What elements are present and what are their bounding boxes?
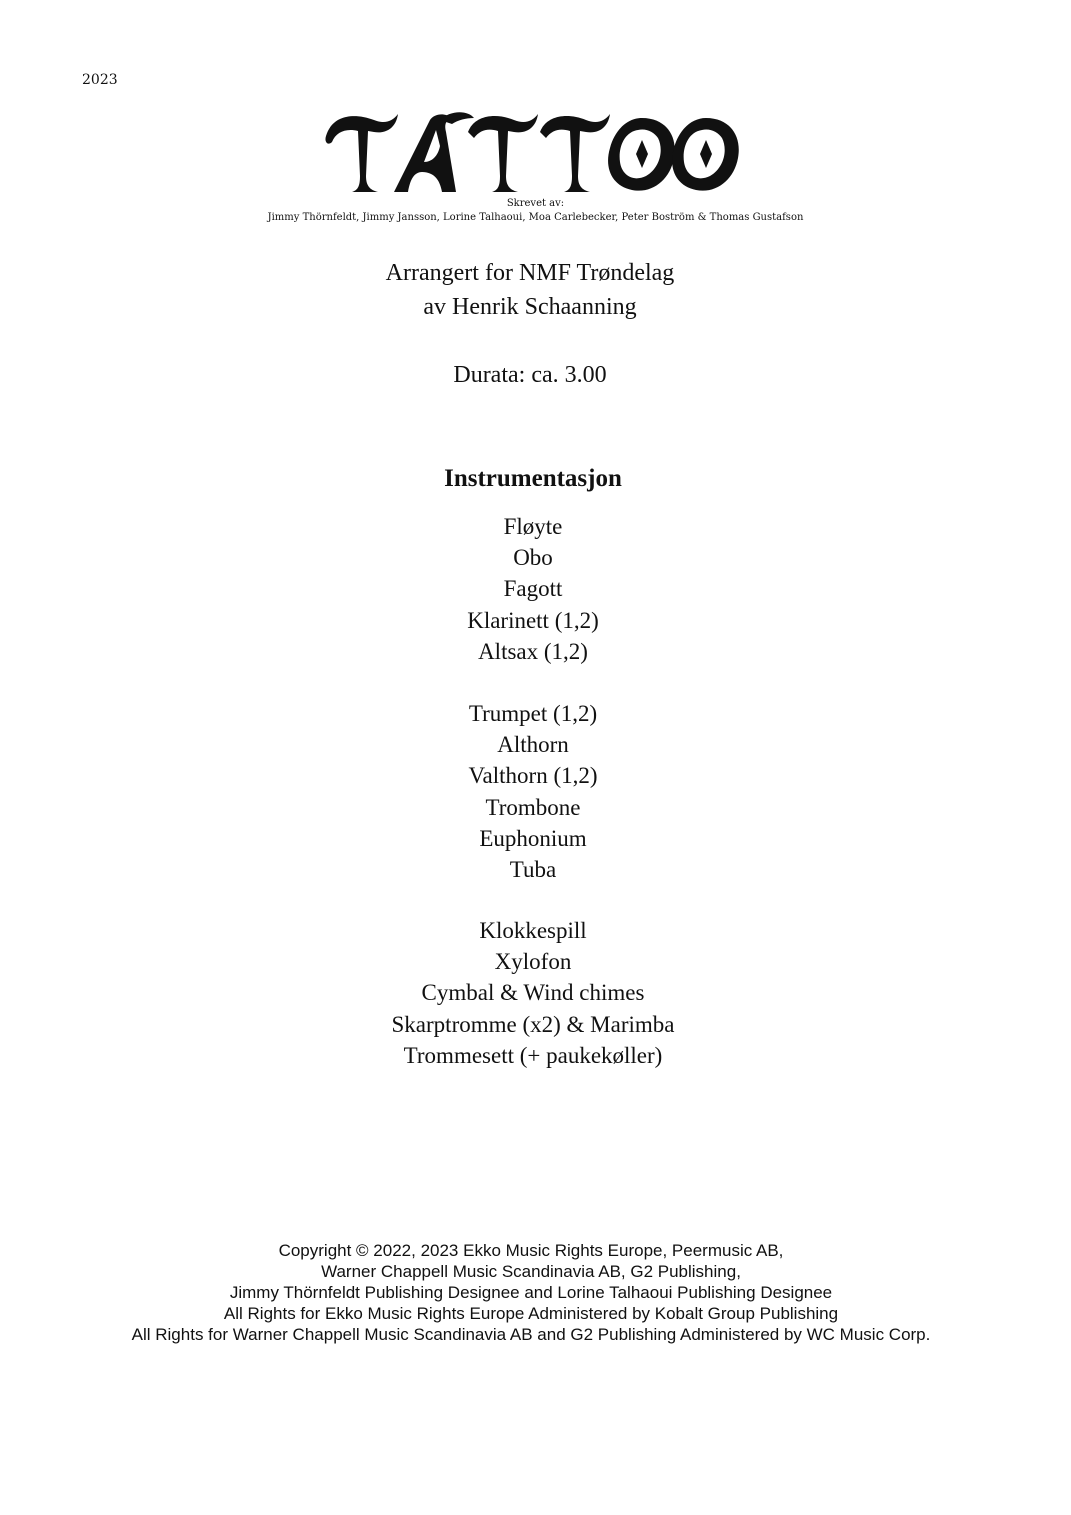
logo-letter-t1 — [325, 114, 398, 192]
instrument-item: Xylofon — [494, 949, 572, 975]
instrument-item: Tuba — [509, 857, 557, 883]
instrumentation-heading: Instrumentasjon — [444, 465, 622, 492]
year-label: 2023 — [82, 72, 118, 88]
written-by-label: Skrevet av: — [506, 198, 565, 209]
logo-letter-a — [394, 112, 474, 192]
percussion-list — [0, 915, 1066, 1071]
instrument-item: Klokkespill — [479, 918, 587, 943]
logo-letter-t2 — [468, 114, 538, 192]
instrument-item: Skarptromme (x2) & Marimba — [391, 1011, 675, 1037]
copyright-line: All Rights for Ekko Music Rights Europe Administered by Kobalt Group Publishing — [223, 1304, 839, 1323]
instrument-item: Obo — [513, 545, 553, 571]
woodwinds-list — [0, 511, 1066, 667]
arrangement-line-1: Arrangert for NMF Trøndelag — [385, 260, 675, 286]
copyright-line: All Rights for Warner Chappell Music Scandinavia AB and G2 Publishing Administered by WC Music Corp. — [131, 1325, 931, 1344]
instrument-item: Fløyte — [503, 514, 563, 539]
copyright-line: Jimmy Thörnfeldt Publishing Designee and Lorine Talhaoui Publishing Designee — [229, 1283, 833, 1302]
logo-letter-o2 — [672, 118, 739, 191]
duration-text: Durata: ca. 3.00 — [453, 362, 607, 388]
logo-letter-o1 — [608, 118, 675, 191]
instrument-item: Trommesett (+ paukekøller) — [403, 1042, 663, 1068]
instrument-item: Trombone — [485, 794, 581, 820]
instrument-item: Fagott — [503, 576, 563, 602]
arrangement-credit — [0, 256, 1060, 324]
copyright-line: Warner Chappell Music Scandinavia AB, G2 Publishing, — [321, 1262, 741, 1281]
brass-list — [0, 698, 1066, 885]
arrangement-line-2: av Henrik Schaanning — [423, 294, 637, 320]
instrument-item: Altsax (1,2) — [478, 638, 588, 664]
tattoo-title-logo — [322, 106, 742, 200]
instrument-item: Klarinett (1,2) — [467, 607, 599, 633]
instrument-item: Trumpet (1,2) — [468, 701, 598, 726]
instrument-item: Euphonium — [479, 825, 587, 851]
instrument-item: Cymbal & Wind chimes — [421, 980, 645, 1006]
logo-letter-t3 — [540, 114, 610, 192]
authors-list: Jimmy Thörnfeldt, Jimmy Jansson, Lorine Talhaoui, Moa Carlebecker, Peter Boström & Thomas Gustafson — [267, 212, 804, 223]
instrument-item: Valthorn (1,2) — [468, 763, 598, 789]
copyright-line: Copyright © 2022, 2023 Ekko Music Rights Europe, Peermusic AB, — [278, 1241, 784, 1260]
instrument-item: Althorn — [497, 732, 569, 758]
copyright-notice — [0, 1240, 1062, 1345]
